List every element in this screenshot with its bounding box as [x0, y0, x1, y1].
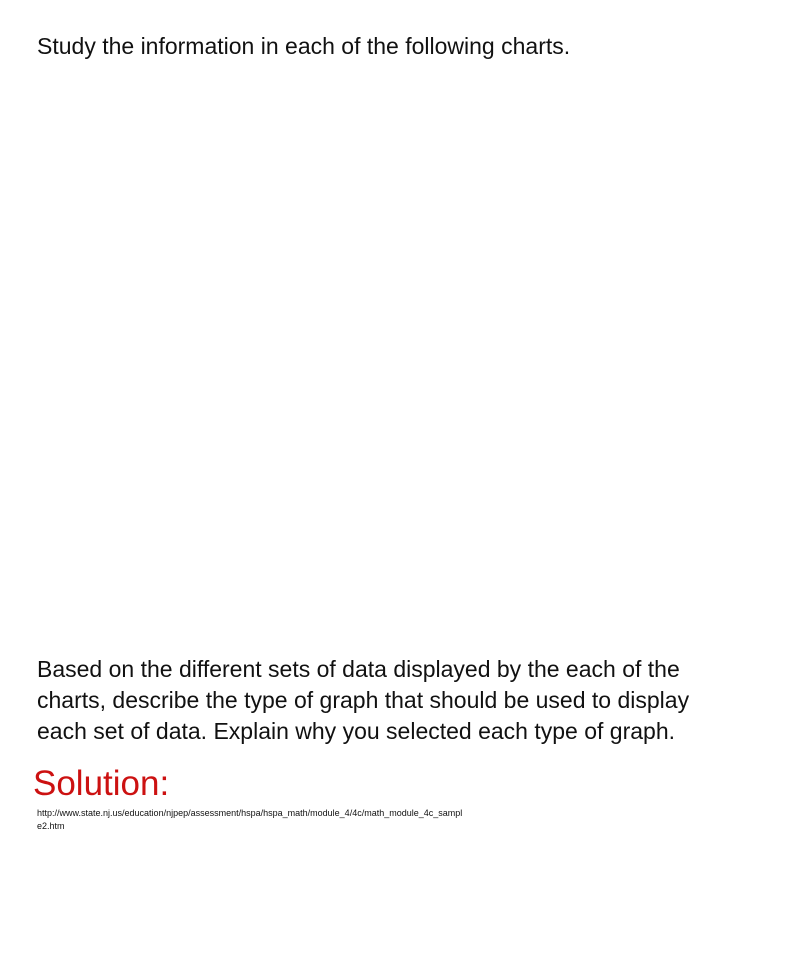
prompt-line-3: each set of data. Explain why you selected each type of graph.: [37, 718, 676, 744]
question-prompt: [37, 654, 782, 747]
source-link[interactable]: [37, 807, 617, 833]
intro-text: Study the information in each of the following charts.: [37, 33, 571, 59]
solution-heading: Solution:: [33, 764, 170, 803]
source-link-line-1: http://www.state.nj.us/education/njpep/assessment/hspa/hspa_math/module_4/4c/math_module_4c_sampl: [37, 808, 463, 818]
source-link-line-2: e2.htm: [37, 821, 65, 831]
prompt-line-1: Based on the different sets of data displayed by the each of the: [37, 656, 680, 682]
prompt-line-2: charts, describe the type of graph that should be used to display: [37, 687, 690, 713]
